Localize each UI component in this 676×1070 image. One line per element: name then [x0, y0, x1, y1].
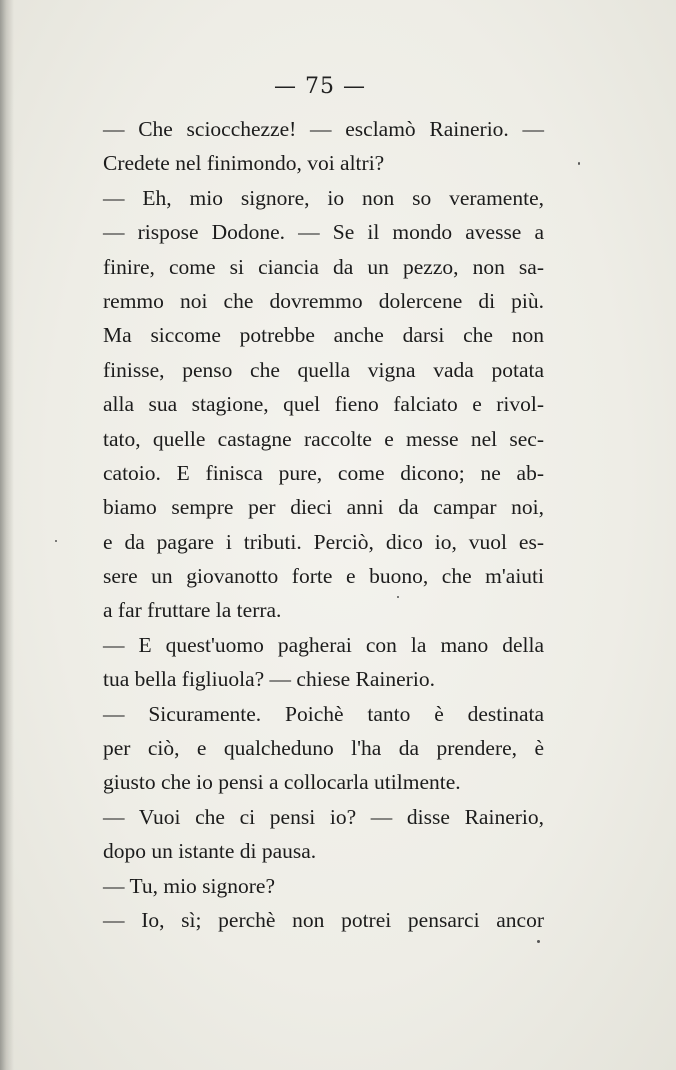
text-line: — E quest'uomo pagherai con la mano della [103, 632, 544, 657]
text-line: — rispose Dodone. — Se il mondo avesse a [103, 220, 544, 245]
text-line: — Io, sì; perchè non potrei pensarci ancor [103, 907, 544, 932]
page-gutter-shadow [0, 0, 14, 1070]
text-line: giusto che io pensi a collocarla utilmente. [103, 770, 461, 795]
text-line: biamo sempre per dieci anni da campar noi, [103, 495, 544, 520]
text-line: remmo noi che dovremmo dolercene di più. [103, 288, 544, 313]
text-line: — Tu, mio signore? [103, 873, 276, 898]
paper-speck [397, 596, 399, 598]
text-line: finisse, penso che quella vigna vada potata [103, 357, 544, 382]
text-line: Credete nel finimondo, voi altri? [103, 151, 385, 176]
text-line: dopo un istante di pausa. [103, 839, 317, 864]
text-line: alla sua stagione, quel fieno falciato e rivol- [103, 392, 544, 417]
text-line: a far fruttare la terra. [103, 598, 282, 623]
paper-speck [55, 540, 57, 542]
text-line: — Eh, mio signore, io non so veramente, [103, 185, 544, 210]
text-line: finire, come si ciancia da un pezzo, non sa- [103, 254, 544, 279]
page-number: — 75 — [274, 74, 366, 99]
body-text [103, 112, 544, 937]
paper-speck [537, 940, 540, 943]
text-line: per ciò, e qualcheduno l'ha da prendere, è [103, 736, 544, 761]
text-line: tato, quelle castagne raccolte e messe nel sec- [103, 426, 544, 451]
text-line: — Sicuramente. Poichè tanto è destinata [103, 701, 544, 726]
text-line: e da pagare i tributi. Perciò, dico io, vuol es- [103, 529, 544, 554]
text-line: — Che sciocchezze! — esclamò Rainerio. — [103, 117, 544, 141]
text-line: — Vuoi che ci pensi io? — disse Rainerio, [103, 804, 544, 829]
text-line: Ma siccome potrebbe anche darsi che non [103, 323, 544, 348]
text-line: catoio. E finisca pure, come dicono; ne ab- [103, 460, 544, 485]
text-line: tua bella figliuola? — chiese Rainerio. [103, 667, 435, 692]
text-line: sere un giovanotto forte e buono, che m'aiuti [103, 564, 544, 589]
paper-speck [578, 162, 580, 165]
